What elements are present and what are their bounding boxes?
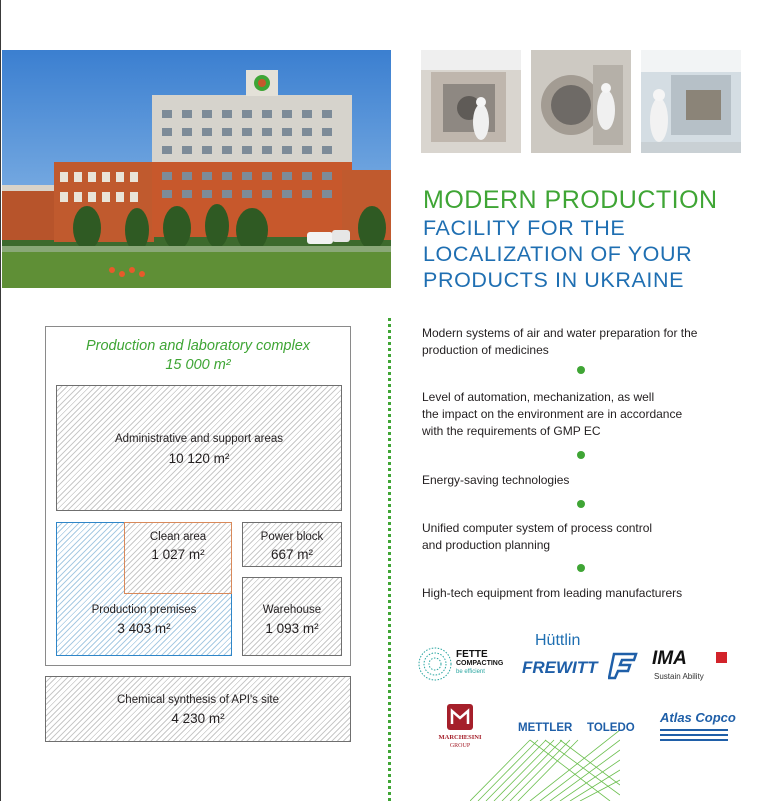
headline-line-1: MODERN PRODUCTION bbox=[423, 186, 718, 214]
cleanroom-photo-2 bbox=[531, 50, 631, 153]
feature-4-line-2: and production planning bbox=[422, 538, 551, 552]
feature-1-line-2: production of medicines bbox=[422, 343, 549, 357]
power-block-value: 667 m² bbox=[270, 547, 314, 562]
atlas-copco-text: Atlas Copco bbox=[660, 710, 736, 725]
feature-5-line-1: High-tech equipment from leading manufacturers bbox=[422, 586, 683, 600]
decorative-line-art bbox=[470, 700, 620, 801]
chemical-synthesis-block bbox=[45, 676, 351, 742]
headline-line-2: FACILITY FOR THE bbox=[423, 216, 626, 240]
feature-2-line-3: with the requirements of GMP EC bbox=[422, 424, 601, 438]
marchesini-emblem-icon bbox=[447, 704, 473, 730]
feature-1 bbox=[422, 325, 697, 359]
ima-logo bbox=[650, 648, 740, 684]
huttlin-text: Hüttlin bbox=[535, 632, 581, 649]
feature-2 bbox=[422, 389, 682, 440]
bullet-dot bbox=[577, 564, 585, 572]
feature-4-line-1: Unified computer system of process control bbox=[422, 521, 653, 535]
atlas-underline bbox=[660, 729, 728, 731]
headline-line-3: LOCALIZATION OF YOUR bbox=[423, 242, 693, 266]
bullet-dot bbox=[577, 366, 585, 374]
cleanroom-photo-1 bbox=[421, 50, 521, 153]
feature-4 bbox=[422, 520, 652, 554]
frewitt-text: FREWITT bbox=[522, 658, 598, 677]
ima-tagline: Sustain Ability bbox=[654, 672, 704, 681]
chemical-synthesis-value: 4 230 m² bbox=[171, 711, 225, 726]
huttlin-frewitt-logo bbox=[520, 632, 640, 682]
admin-area-value: 10 120 m² bbox=[168, 451, 230, 466]
ima-text: IMA bbox=[652, 648, 687, 669]
power-block-label: Power block bbox=[260, 531, 324, 543]
fette-globe-icon bbox=[418, 647, 452, 681]
headline-line-4: PRODUCTS IN UKRAINE bbox=[423, 268, 685, 292]
complex-title: Production and laboratory complex bbox=[85, 338, 311, 354]
ima-red-square-icon bbox=[716, 652, 727, 663]
atlas-copco-logo bbox=[658, 708, 736, 742]
clean-area-value: 1 027 m² bbox=[151, 547, 205, 562]
bullet-dot bbox=[577, 451, 585, 459]
marchesini-text: MARCHESINI bbox=[438, 734, 482, 741]
fette-tagline: be efficient bbox=[456, 669, 485, 675]
feature-1-line-1: Modern systems of air and water preparation for the bbox=[422, 326, 698, 340]
feature-5 bbox=[422, 585, 682, 602]
atlas-underline bbox=[660, 734, 728, 736]
clean-area-label: Clean area bbox=[149, 531, 207, 543]
complex-area: 15 000 m² bbox=[165, 357, 231, 373]
fette-compacting-logo bbox=[418, 645, 518, 681]
warehouse-value: 1 093 m² bbox=[265, 621, 319, 636]
left-edge-rule bbox=[0, 0, 1, 801]
production-premises-label: Production premises bbox=[91, 604, 197, 616]
warehouse-label: Warehouse bbox=[262, 604, 322, 616]
dotted-separator bbox=[388, 318, 391, 801]
feature-2-line-2: the impact on the environment are in accordance bbox=[422, 407, 683, 421]
fette-text-1: FETTE bbox=[456, 649, 488, 660]
cleanroom-photo-3 bbox=[641, 50, 741, 153]
chemical-synthesis-label: Chemical synthesis of API's site bbox=[117, 694, 279, 706]
feature-3-line-1: Energy-saving technologies bbox=[422, 473, 570, 487]
mettler-text: METTLER bbox=[518, 722, 573, 734]
feature-2-line-1: Level of automation, mechanization, as well bbox=[422, 390, 655, 404]
frewitt-f-icon bbox=[608, 652, 638, 680]
production-premises-value: 3 403 m² bbox=[117, 621, 171, 636]
admin-area-label: Administrative and support areas bbox=[114, 433, 284, 445]
atlas-underline bbox=[660, 739, 728, 741]
feature-3 bbox=[422, 472, 569, 489]
warehouse-block bbox=[242, 577, 342, 656]
marchesini-logo bbox=[437, 704, 483, 762]
admin-area-block bbox=[56, 385, 342, 511]
bullet-dot bbox=[577, 500, 585, 508]
toledo-text: TOLEDO bbox=[587, 722, 635, 734]
marchesini-group-text: GROUP bbox=[449, 743, 471, 749]
fette-text-2: COMPACTING bbox=[456, 660, 504, 667]
factory-building-photo bbox=[2, 50, 391, 288]
